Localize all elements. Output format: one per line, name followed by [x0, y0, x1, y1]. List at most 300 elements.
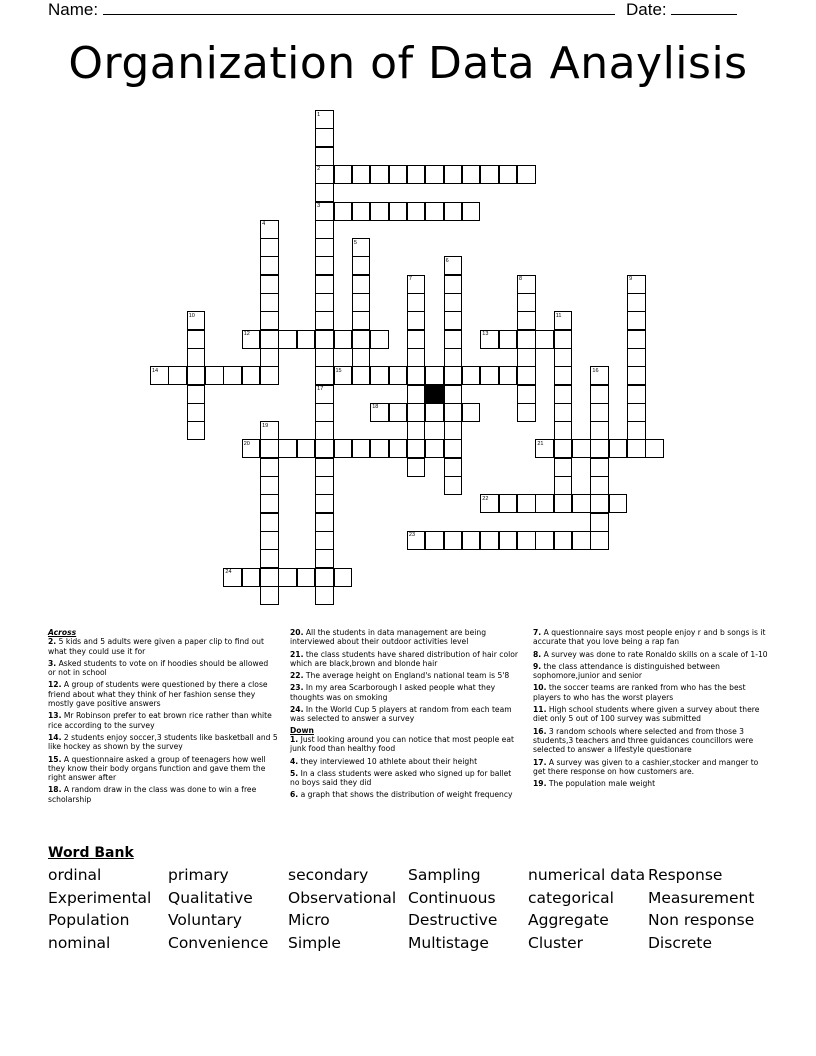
cell-number: 7 — [408, 276, 412, 283]
crossword-cell[interactable] — [260, 366, 279, 385]
clue-number: 3. — [48, 658, 57, 668]
name-label: Name: — [48, 0, 99, 19]
clue-text: In a class students were asked who signed up for ballet no boys said they did — [290, 768, 512, 788]
crossword-cell[interactable] — [444, 165, 463, 184]
crossword-cell[interactable] — [389, 202, 408, 221]
crossword-cell[interactable] — [627, 311, 646, 330]
crossword-cell[interactable] — [480, 165, 499, 184]
crossword-cell[interactable] — [352, 311, 371, 330]
crossword-cell[interactable] — [315, 220, 334, 239]
crossword-cell[interactable] — [352, 256, 371, 275]
crossword-cell[interactable] — [407, 202, 426, 221]
crossword-cell[interactable] — [352, 165, 371, 184]
crossword-cell[interactable] — [444, 366, 463, 385]
crossword-cell[interactable] — [352, 348, 371, 367]
clue-item — [48, 711, 278, 730]
crossword-cell[interactable] — [260, 494, 279, 513]
crossword-cell[interactable] — [444, 275, 463, 294]
crossword-cell[interactable] — [407, 311, 426, 330]
crossword-cell[interactable] — [517, 311, 536, 330]
down-header: Down — [290, 725, 314, 735]
cell-number: 1 — [317, 111, 321, 118]
crossword-cell[interactable] — [444, 385, 463, 404]
crossword-cell[interactable] — [499, 531, 518, 550]
cell-number: 22 — [482, 495, 489, 502]
date-label: Date: — [626, 0, 667, 19]
crossword-cell[interactable] — [260, 531, 279, 550]
crossword-cell[interactable] — [517, 165, 536, 184]
crossword-cell[interactable] — [389, 403, 408, 422]
crossword-cell[interactable] — [554, 458, 573, 477]
clue-text: The average height on England's national team is 5'8 — [303, 671, 510, 681]
crossword-cell[interactable] — [187, 330, 206, 349]
clue-text: A questionnaire says most people enjoy r and b songs is it accurate that you love being a rap fan — [533, 628, 766, 647]
crossword-cell[interactable] — [554, 348, 573, 367]
crossword-cell[interactable] — [590, 421, 609, 440]
crossword-cell[interactable] — [187, 421, 206, 440]
clue-number: 13. — [48, 711, 62, 721]
crossword-cell[interactable] — [260, 275, 279, 294]
crossword-cell[interactable] — [315, 439, 334, 458]
crossword-cell[interactable] — [480, 366, 499, 385]
crossword-cell[interactable] — [444, 403, 463, 422]
word-bank-word: Micro — [288, 911, 330, 930]
crossword-cell[interactable] — [315, 568, 334, 587]
clue-text: a graph that shows the distribution of weight frequency — [298, 790, 513, 800]
cell-number: 20 — [243, 440, 250, 447]
clue-text: A group of students were questioned by there a close friend about what they think of her fashion sense they mostly gave positive answers — [48, 680, 268, 709]
crossword-cell[interactable] — [315, 238, 334, 257]
crossword-cell[interactable] — [389, 165, 408, 184]
crossword-cell[interactable] — [407, 165, 426, 184]
crossword-cell[interactable] — [444, 311, 463, 330]
clue-item — [290, 757, 518, 766]
cell-number: 21 — [537, 440, 544, 447]
crossword-cell[interactable] — [627, 439, 646, 458]
crossword-cell[interactable] — [352, 293, 371, 312]
crossword-cell[interactable] — [260, 568, 279, 587]
crossword-cell[interactable] — [407, 366, 426, 385]
crossword-cell[interactable] — [334, 330, 353, 349]
clue-text: The population male weight — [546, 779, 656, 789]
crossword-cell[interactable] — [260, 586, 279, 605]
clue-text: 2 students enjoy soccer,3 students like basketball and 5 like hockey as shown by the survey — [48, 732, 278, 752]
crossword-cell[interactable] — [554, 403, 573, 422]
crossword-cell[interactable] — [572, 494, 591, 513]
crossword-cell[interactable] — [499, 330, 518, 349]
clues-column-1 — [48, 628, 278, 807]
clue-item — [533, 758, 768, 777]
crossword-cell[interactable] — [590, 439, 609, 458]
crossword-cell[interactable] — [517, 385, 536, 404]
crossword-cell[interactable] — [315, 348, 334, 367]
clue-number: 11. — [533, 705, 547, 715]
clue-item — [533, 727, 768, 755]
clues-column-3 — [533, 628, 768, 791]
crossword-cell[interactable] — [315, 311, 334, 330]
crossword-cell[interactable] — [407, 293, 426, 312]
word-bank-word: Population — [48, 911, 130, 930]
clue-item — [533, 650, 768, 659]
crossword-cell[interactable] — [352, 330, 371, 349]
cell-number: 15 — [335, 367, 342, 374]
crossword-cell[interactable] — [315, 147, 334, 166]
crossword-cell[interactable] — [517, 531, 536, 550]
clue-text: In my area Scarborough I asked people what they thoughts was on smoking — [290, 683, 496, 702]
clue-number: 23. — [290, 683, 304, 693]
crossword-cell[interactable] — [572, 531, 591, 550]
crossword-cell[interactable] — [242, 366, 261, 385]
crossword-cell[interactable] — [352, 366, 371, 385]
word-bank — [48, 866, 768, 954]
clue-item — [290, 769, 518, 788]
crossword-cell[interactable] — [517, 330, 536, 349]
crossword-cell[interactable] — [315, 275, 334, 294]
crossword-cell[interactable] — [278, 568, 297, 587]
crossword-cell[interactable] — [297, 330, 316, 349]
crossword-cell[interactable] — [462, 366, 481, 385]
clue-number: 15. — [48, 754, 62, 764]
crossword-cell[interactable] — [554, 385, 573, 404]
crossword-cell[interactable] — [407, 439, 426, 458]
clue-number: 2. — [48, 637, 57, 647]
crossword-cell[interactable] — [315, 366, 334, 385]
clue-item — [48, 637, 278, 656]
crossword-cell[interactable] — [590, 494, 609, 513]
cell-number: 19 — [262, 422, 269, 429]
crossword-cell[interactable] — [499, 366, 518, 385]
clue-number: 20. — [290, 628, 304, 637]
crossword-cell[interactable] — [352, 439, 371, 458]
crossword-cell[interactable] — [168, 366, 187, 385]
clue-number: 5. — [290, 768, 299, 778]
clue-number: 4. — [290, 756, 299, 766]
crossword-cell[interactable] — [609, 494, 628, 513]
cell-number: 24 — [225, 569, 232, 575]
clue-number: 22. — [290, 671, 304, 681]
crossword-cell[interactable] — [444, 458, 463, 477]
word-bank-word: Measurement — [648, 888, 755, 907]
crossword-cell[interactable] — [627, 366, 646, 385]
crossword-cell[interactable] — [260, 256, 279, 275]
crossword-cell[interactable] — [187, 348, 206, 367]
clue-text: the class attendance is distinguished between sophomore,junior and senior — [533, 661, 720, 681]
clue-item — [533, 662, 768, 681]
crossword-cell[interactable] — [444, 202, 463, 221]
word-bank-word: Continuous — [408, 888, 496, 907]
crossword-cell[interactable] — [315, 403, 334, 422]
crossword-cell[interactable] — [187, 385, 206, 404]
across-header: Across — [48, 628, 77, 637]
clue-item — [290, 790, 518, 799]
crossword-cell[interactable] — [517, 366, 536, 385]
cell-number: 12 — [243, 331, 250, 338]
clue-number: 7. — [533, 628, 542, 637]
clue-item — [48, 680, 278, 708]
clue-text: Just looking around you can notice that most people eat junk food than healthy food — [290, 734, 514, 754]
crossword-cell[interactable] — [315, 494, 334, 513]
black-cell — [425, 385, 444, 404]
crossword-cell[interactable] — [315, 458, 334, 477]
crossword-cell[interactable] — [462, 165, 481, 184]
cell-number: 13 — [482, 331, 489, 338]
crossword-cell[interactable] — [444, 293, 463, 312]
crossword-cell[interactable] — [499, 494, 518, 513]
crossword-cell[interactable] — [535, 494, 554, 513]
crossword-cell[interactable] — [260, 348, 279, 367]
clue-text: In the World Cup 5 players at random from each team was selected to answer a survey — [290, 705, 512, 724]
cell-number: 14 — [152, 367, 159, 374]
word-bank-word: secondary — [288, 866, 369, 884]
clue-number: 18. — [48, 785, 62, 795]
crossword-cell[interactable] — [444, 348, 463, 367]
crossword-cell[interactable] — [590, 385, 609, 404]
crossword-cell[interactable] — [315, 293, 334, 312]
crossword-cell[interactable] — [462, 202, 481, 221]
crossword-cell[interactable] — [315, 256, 334, 275]
crossword-cell[interactable] — [315, 549, 334, 568]
cell-number: 8 — [519, 276, 523, 283]
crossword-cell[interactable] — [389, 439, 408, 458]
clue-item — [533, 628, 768, 647]
crossword-cell[interactable] — [535, 531, 554, 550]
clue-text: 3 random schools where selected and from those 3 students,3 teachers and three guidances councillors were selected to answer a lifestyle questionare — [533, 726, 754, 755]
crossword-cell[interactable] — [627, 403, 646, 422]
cell-number: 23 — [408, 532, 416, 539]
clue-number: 8. — [533, 649, 542, 659]
crossword-cell[interactable] — [334, 439, 353, 458]
crossword-cell[interactable] — [444, 531, 463, 550]
crossword-cell[interactable] — [278, 439, 297, 458]
crossword-cell[interactable] — [425, 439, 444, 458]
crossword-cell[interactable] — [370, 165, 389, 184]
word-bank-word: numerical data — [528, 866, 646, 884]
crossword-cell[interactable] — [370, 366, 389, 385]
crossword-cell[interactable] — [315, 586, 334, 605]
crossword-cell[interactable] — [627, 421, 646, 440]
clue-number: 12. — [48, 680, 62, 690]
clue-text: they interviewed 10 athlete about their height — [298, 756, 478, 766]
word-bank-word: Destructive — [408, 911, 498, 930]
crossword-cell[interactable] — [590, 458, 609, 477]
clue-number: 6. — [290, 790, 299, 800]
clue-item — [48, 755, 278, 783]
clue-item — [533, 779, 768, 788]
crossword-cell[interactable] — [590, 403, 609, 422]
word-bank-word: Observational — [288, 888, 397, 907]
clue-text: A survey was done to rate Ronaldo skills on a scale of 1-10 — [541, 649, 768, 659]
word-bank-word: categorical — [528, 888, 614, 907]
crossword-cell[interactable] — [554, 366, 573, 385]
clue-number: 21. — [290, 649, 304, 659]
word-bank-word: Simple — [288, 934, 341, 953]
crossword-cell[interactable] — [260, 458, 279, 477]
clue-text: A random draw in the class was done to win a free scholarship — [48, 785, 257, 804]
crossword-cell[interactable] — [334, 165, 353, 184]
crossword-cell[interactable] — [205, 366, 224, 385]
clue-text: All the students in data management are being interviewed about their outdoor activities level — [290, 628, 487, 647]
crossword-cell[interactable] — [407, 385, 426, 404]
crossword-cell[interactable] — [407, 348, 426, 367]
crossword-cell[interactable] — [260, 293, 279, 312]
word-bank-word: Experimental — [48, 888, 152, 907]
crossword-cell[interactable] — [352, 275, 371, 294]
crossword-cell[interactable] — [315, 476, 334, 495]
crossword-cell[interactable] — [407, 403, 426, 422]
crossword-cell[interactable] — [260, 238, 279, 257]
clue-number: 1. — [290, 734, 299, 744]
crossword-cell[interactable] — [425, 403, 444, 422]
crossword-cell[interactable] — [645, 439, 664, 458]
cell-number: 5 — [353, 239, 357, 246]
clue-number: 17. — [533, 757, 547, 767]
crossword-cell[interactable] — [517, 403, 536, 422]
crossword-cell[interactable] — [315, 421, 334, 440]
word-bank-word: Response — [648, 866, 723, 884]
crossword-cell[interactable] — [590, 513, 609, 532]
clue-text: Asked students to vote on if hoodies should be allowed or not in school — [48, 658, 269, 678]
word-bank-word: ordinal — [48, 866, 102, 884]
crossword-cell[interactable] — [462, 403, 481, 422]
crossword-cell[interactable] — [517, 293, 536, 312]
crossword-cell[interactable] — [444, 330, 463, 349]
cell-number: 10 — [188, 312, 195, 319]
crossword-cell[interactable] — [260, 549, 279, 568]
cell-number: 6 — [445, 257, 449, 264]
crossword-cell[interactable] — [315, 330, 334, 349]
crossword-cell[interactable] — [260, 311, 279, 330]
crossword-cell[interactable] — [554, 476, 573, 495]
clue-number: 24. — [290, 705, 304, 715]
clue-item — [290, 650, 518, 669]
crossword-cell[interactable] — [407, 421, 426, 440]
cell-number: 2 — [317, 166, 321, 173]
crossword-cell[interactable] — [297, 439, 316, 458]
clue-item — [533, 683, 768, 702]
clue-text: the class students have shared distribution of hair color which are black,brown and blonde hair — [290, 649, 518, 668]
clue-text: High school students where given a survey about there diet only 5 out of 100 survey was submitted — [533, 705, 760, 724]
clue-text: 5 kids and 5 adults were given a paper clip to find out what they could use it for — [48, 637, 264, 656]
crossword-cell[interactable] — [554, 330, 573, 349]
cell-number: 11 — [555, 312, 562, 319]
crossword-cell[interactable] — [425, 165, 444, 184]
crossword-cell[interactable] — [370, 330, 389, 349]
crossword-cell[interactable] — [370, 202, 389, 221]
crossword-cell[interactable] — [315, 128, 334, 147]
clue-item — [290, 683, 518, 702]
word-bank-word: Discrete — [648, 934, 713, 953]
crossword-cell[interactable] — [609, 439, 628, 458]
crossword-cell[interactable] — [554, 421, 573, 440]
word-bank-word: Aggregate — [528, 911, 609, 930]
crossword-cell[interactable] — [425, 202, 444, 221]
crossword-cell[interactable] — [535, 330, 554, 349]
word-bank-word: nominal — [48, 934, 111, 953]
crossword-cell[interactable] — [315, 531, 334, 550]
cell-number: 18 — [372, 404, 379, 411]
crossword-cell[interactable] — [278, 330, 297, 349]
crossword-cell[interactable] — [480, 531, 499, 550]
crossword-cell[interactable] — [444, 439, 463, 458]
crossword-cell[interactable] — [407, 330, 426, 349]
crossword-cell[interactable] — [352, 202, 371, 221]
clue-number: 9. — [533, 661, 542, 671]
word-bank-word: Non response — [648, 911, 755, 930]
cell-number: 3 — [317, 203, 321, 209]
word-bank-word: Sampling — [408, 866, 481, 884]
crossword-cell[interactable] — [297, 568, 316, 587]
crossword-cell[interactable] — [627, 293, 646, 312]
crossword-cell[interactable] — [260, 330, 279, 349]
cell-number: 16 — [592, 367, 599, 374]
crossword-cell[interactable] — [260, 513, 279, 532]
crossword-cell[interactable] — [187, 403, 206, 422]
word-bank-word: primary — [168, 866, 229, 884]
clue-number: 14. — [48, 732, 62, 742]
clue-item — [533, 705, 768, 724]
crossword-cell[interactable] — [517, 494, 536, 513]
clue-text: the soccer teams are ranked from who has the best players to who has the worst players — [533, 683, 746, 702]
crossword-cell[interactable] — [315, 513, 334, 532]
clue-text: Mr Robinson prefer to eat brown rice rather than white rice according to the survey — [48, 711, 272, 730]
crossword-cell[interactable] — [407, 458, 426, 477]
crossword-cell[interactable] — [627, 348, 646, 367]
word-bank-word: Qualitative — [168, 888, 253, 907]
clue-item — [48, 785, 278, 804]
crossword-cell[interactable] — [462, 531, 481, 550]
word-bank-word: Convenience — [168, 934, 269, 953]
clue-item — [48, 659, 278, 678]
crossword-cell[interactable] — [627, 330, 646, 349]
clues-column-2 — [290, 628, 518, 803]
crossword-cell[interactable] — [572, 439, 591, 458]
crossword-cell[interactable] — [425, 366, 444, 385]
word-bank-word: Multistage — [408, 934, 489, 953]
clue-item — [48, 733, 278, 752]
crossword-cell[interactable] — [554, 439, 573, 458]
crossword-cell[interactable] — [590, 476, 609, 495]
crossword-cell[interactable] — [517, 348, 536, 367]
crossword-cell[interactable] — [223, 366, 242, 385]
puzzle-title: Organization of Data Anaylisis — [68, 38, 748, 89]
crossword-cell[interactable] — [370, 439, 389, 458]
crossword-cell[interactable] — [554, 494, 573, 513]
cell-number: 17 — [317, 386, 324, 392]
crossword-cell[interactable] — [242, 568, 261, 587]
crossword-cell[interactable] — [334, 568, 353, 587]
crossword-cell[interactable] — [444, 476, 463, 495]
word-bank-title: Word Bank — [48, 845, 134, 861]
crossword-cell[interactable] — [554, 531, 573, 550]
crossword-cell[interactable] — [315, 183, 334, 202]
cell-number: 4 — [262, 221, 266, 228]
crossword-cell[interactable] — [260, 476, 279, 495]
clue-text: A survey was given to a cashier,stocker and manger to get there response on how customers are. — [533, 757, 759, 776]
clue-item — [290, 671, 518, 680]
word-bank-word: Cluster — [528, 934, 584, 953]
crossword-cell[interactable] — [389, 366, 408, 385]
crossword-cell[interactable] — [444, 421, 463, 440]
crossword-cell[interactable] — [187, 366, 206, 385]
crossword-cell[interactable] — [260, 439, 279, 458]
clue-number: 16. — [533, 726, 547, 736]
crossword-cell[interactable] — [590, 531, 609, 550]
crossword-cell[interactable] — [334, 202, 353, 221]
crossword-cell[interactable] — [499, 165, 518, 184]
clue-number: 19. — [533, 779, 547, 789]
crossword-cell[interactable] — [627, 385, 646, 404]
crossword-cell[interactable] — [425, 531, 444, 550]
